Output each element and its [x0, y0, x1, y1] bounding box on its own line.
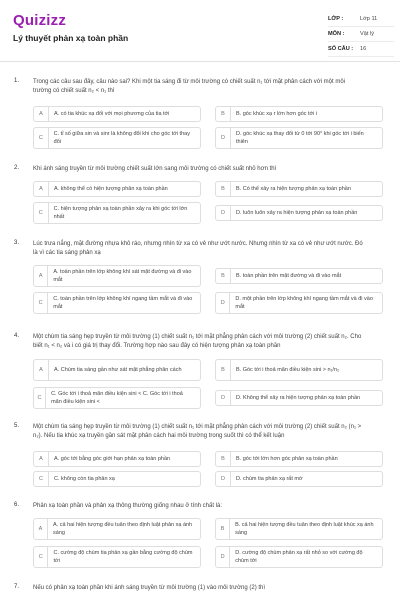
option-text: C. hiện tượng phản xạ toàn phần xảy ra khi góc tới lớn nhất [53, 206, 188, 220]
option-text: C. không còn tia phản xạ [54, 476, 115, 482]
option-letter: D [216, 472, 231, 486]
question-number: 4. [14, 333, 20, 339]
meta-label: SỐ CÂU : [328, 46, 354, 52]
option-b[interactable] [215, 359, 383, 381]
option-letter: A [34, 452, 49, 466]
option-letter: A [34, 182, 49, 196]
question-text: Nếu có phản xạ toàn phần khi ánh sáng truyền từ môi trường (1) vào môi trường (2) thì [33, 585, 266, 591]
option-d[interactable] [215, 546, 383, 568]
meta-row-class [328, 12, 394, 27]
option-c[interactable] [33, 471, 201, 487]
option-letter: A [34, 519, 48, 539]
option-b[interactable] [215, 181, 383, 197]
page-title: Lý thuyết phản xạ toàn phần [13, 33, 129, 43]
meta-label: LỚP : [328, 16, 344, 22]
option-letter: C [34, 293, 48, 313]
option-letter: B [216, 107, 231, 121]
question-text: Một chùm tia sáng hẹp truyền từ môi trường (1) chiết suất n₁ tới mặt phẳng phân cách với môi trường (2) chiết suất n₂ (n₁ > n₂). Nếu tia khúc xạ truyền gần sát mặt phân cách hai môi trường trong suốt thì có thể kết luận [33, 424, 362, 439]
option-a[interactable] [33, 106, 201, 122]
meta-value: Lớp 11 [360, 16, 378, 22]
question-number: 1. [14, 78, 20, 84]
option-b[interactable] [215, 268, 383, 284]
meta-table [328, 12, 394, 57]
option-text: B. Có thể xảy ra hiện tượng phản xạ toàn phần [236, 186, 351, 192]
option-letter: D [216, 391, 231, 405]
option-text: D. luôn luôn xảy ra hiện tượng phản xạ toàn phần [236, 210, 358, 216]
option-letter: A [34, 107, 49, 121]
option-c[interactable] [33, 127, 201, 149]
option-letter: D [216, 206, 231, 220]
meta-value: 16 [360, 46, 367, 52]
option-text: A. góc tới bằng góc giới hạn phản xạ toàn phần [54, 456, 171, 462]
option-d[interactable] [215, 127, 383, 149]
option-text: A. Chùm tia sáng gần như sát mặt phẳng phân cách [54, 367, 182, 373]
option-c[interactable] [33, 292, 201, 314]
option-letter: B [216, 269, 231, 283]
option-letter: B [216, 360, 231, 380]
option-d[interactable] [215, 205, 383, 221]
option-text: B. Góc tới i thoả mãn điều kiện sini > n₁/n₂ [236, 367, 340, 373]
option-text: A. không thể có hiện tượng phản xạ toàn phần [54, 186, 168, 192]
meta-row-count [328, 42, 394, 57]
question-number: 6. [14, 502, 20, 508]
option-text: D. Không thể xảy ra hiện tượng phản xạ toàn phần [236, 395, 361, 401]
question-text: Phản xạ toàn phần và phản xạ thông thường giống nhau ở tính chất là: [33, 503, 223, 509]
option-a[interactable] [33, 181, 201, 197]
question-text: Một chùm tia sáng hẹp truyền từ môi trường (1) chiết suất n₁ tới mặt phẳng phân cách với môi trường (2) chiết suất n₂. Cho biết n₁ < n₂ và i có giá trị thay đổi. Trường hợp nào sau đây có hiện tượng phản xạ toàn phần [33, 334, 362, 349]
option-letter: B [216, 452, 231, 466]
question-number: 3. [14, 240, 20, 246]
option-letter: C [34, 472, 49, 486]
option-b[interactable] [215, 106, 383, 122]
worksheet-header [0, 0, 400, 60]
option-c[interactable] [33, 387, 201, 409]
meta-row-subject [328, 27, 394, 42]
option-letter: A [34, 360, 49, 380]
question-number: 5. [14, 423, 20, 429]
option-c[interactable] [33, 546, 201, 568]
question-text: Khi ánh sáng truyền từ môi trường chiết suất lớn sang môi trường có chiết suất nhỏ hơn thì [33, 166, 277, 172]
option-letter: A [34, 266, 48, 286]
option-a[interactable] [33, 265, 201, 287]
option-a[interactable] [33, 518, 201, 540]
option-text: B. cả hai hiện tượng đều tuân theo định luật khúc xạ ánh sáng [235, 522, 374, 536]
option-letter: D [216, 293, 230, 313]
option-b[interactable] [215, 518, 383, 540]
option-text: B. toàn phần trên mặt đường và đi vào mắt [236, 273, 342, 279]
option-letter: C [34, 128, 49, 148]
quizizz-logo: Quizizz [13, 12, 67, 29]
option-text: D. cường độ chùm phản xạ rất nhỏ so với cường độ chùm tới [235, 550, 363, 564]
option-letter: D [216, 547, 230, 567]
option-c[interactable] [33, 202, 201, 224]
option-letter: C [34, 547, 48, 567]
option-text: D. góc khúc xạ thay đổi từ 0 tới 90° khi góc tới i biến thiên [235, 131, 364, 145]
option-text: C. cường độ chùm tia phản xạ gần bằng cường độ chùm tới [53, 550, 193, 564]
option-text: B. góc khúc xạ r lớn hơn góc tới i [236, 111, 318, 117]
meta-value: Vật lý [360, 31, 374, 37]
option-letter: D [216, 128, 231, 148]
option-a[interactable] [33, 451, 201, 467]
option-letter: C [34, 388, 46, 408]
question-number: 7. [14, 584, 20, 590]
option-text: D. một phần trên lớp không khí ngang tầm mắt và đi vào mắt [235, 296, 373, 310]
option-text: C. Góc tới i thoả mãn điều kiện sini < C. Góc tới i thoả mãn điều kiện sini < [51, 391, 183, 405]
option-text: B. góc tới lớn hơn góc phản xạ toàn phần [236, 456, 338, 462]
question-number: 2. [14, 165, 20, 171]
option-d[interactable] [215, 471, 383, 487]
option-text: C. toàn phần trên lớp không khí ngang tầm mắt và đi vào mắt [53, 296, 193, 310]
option-text: D. chùm tia phản xạ rất mờ [236, 476, 303, 482]
question-text: Trong các câu sau đây, câu nào sai? Khi một tia sáng đi từ môi trường có chiết suất n₁ tới mặt phân cách với một môi trường có chiết suất n₂ < n₁ thì [33, 79, 346, 94]
option-text: A. toàn phần trên lớp không khí sát mặt đường và đi vào mắt [53, 269, 192, 283]
question-text: Lúc trưa nắng, mặt đường nhựa khô ráo, nhưng nhìn từ xa có vẻ như ướt nước. Nhưng nhìn từ xa có vẻ như ướt nước. Đó là vì các tia sáng phản xạ [33, 241, 363, 256]
option-b[interactable] [215, 451, 383, 467]
option-text: A. có tia khúc xạ đối với mọi phương của tia tới [54, 111, 170, 117]
option-text: C. tỉ số giữa sin và sinr là không đổi khi cho góc tới thay đổi [53, 131, 190, 145]
meta-label: MÔN : [328, 31, 345, 37]
option-d[interactable] [215, 292, 383, 314]
option-text: A. cả hai hiện tượng đều tuân theo định luật phản xạ ánh sáng [53, 522, 193, 536]
header-divider [0, 61, 400, 62]
option-d[interactable] [215, 390, 383, 406]
option-a[interactable] [33, 359, 201, 381]
option-letter: B [216, 519, 230, 539]
option-letter: B [216, 182, 231, 196]
option-letter: C [34, 203, 49, 223]
